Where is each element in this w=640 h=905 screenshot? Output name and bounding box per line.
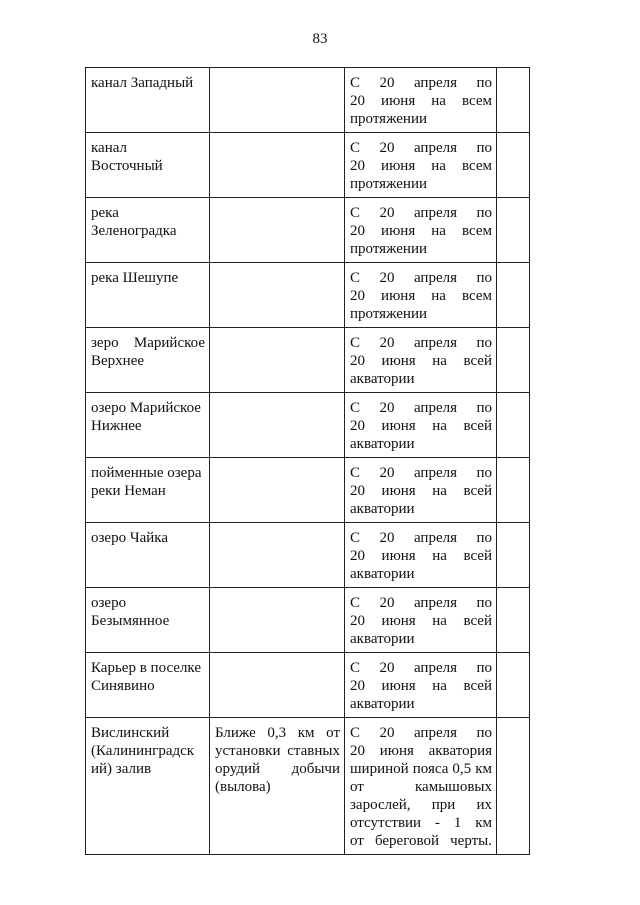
period-line: 20 июня на всей — [350, 678, 492, 694]
period-cell — [345, 198, 497, 263]
water-body-line: Карьер в поселке — [91, 660, 202, 676]
period-line: зарослей, при их — [350, 797, 492, 813]
period-line: С 20 апреля по — [350, 725, 492, 741]
restriction-cell — [210, 133, 345, 198]
table-row — [86, 718, 530, 855]
water-body-line: Зеленоградка — [91, 223, 177, 239]
water-body-line: Безымянное — [91, 613, 170, 629]
period-line: акватории — [350, 436, 415, 452]
period-line: С 20 апреля по — [350, 400, 492, 416]
notes-cell — [497, 653, 530, 718]
period-line: протяжении — [350, 241, 427, 257]
restriction-cell — [210, 458, 345, 523]
table-row — [86, 393, 530, 458]
period-line: С 20 апреля по — [350, 530, 492, 546]
period-line: 20 июня на всей — [350, 613, 492, 629]
table-row — [86, 523, 530, 588]
period-line: С 20 апреля по — [350, 140, 492, 156]
table-row — [86, 653, 530, 718]
period-line: С 20 апреля по — [350, 660, 492, 676]
period-line: от береговой черты. — [350, 833, 492, 849]
table-body — [86, 68, 530, 855]
table-row — [86, 133, 530, 198]
water-body-cell — [86, 718, 210, 855]
water-body-line: Верхнее — [91, 353, 145, 369]
water-body-cell — [86, 653, 210, 718]
period-cell — [345, 68, 497, 133]
period-line: С 20 апреля по — [350, 595, 492, 611]
restriction-line: Ближе 0,3 км от — [215, 725, 340, 741]
water-body-line: озеро — [91, 595, 127, 611]
period-cell — [345, 263, 497, 328]
notes-cell — [497, 523, 530, 588]
period-line: 20 июня на всей — [350, 353, 492, 369]
period-line: 20 июня на всей — [350, 418, 492, 434]
notes-cell — [497, 328, 530, 393]
water-body-line: озеро Марийское — [91, 400, 201, 416]
period-line: С 20 апреля по — [350, 335, 492, 351]
period-line: 20 июня на всей — [350, 483, 492, 499]
period-line: протяжении — [350, 111, 427, 127]
period-cell — [345, 653, 497, 718]
restriction-cell — [210, 198, 345, 263]
restriction-cell — [210, 718, 345, 855]
notes-cell — [497, 133, 530, 198]
water-body-cell — [86, 523, 210, 588]
restriction-cell — [210, 263, 345, 328]
notes-cell — [497, 718, 530, 855]
water-body-line: пойменные озера — [91, 465, 202, 481]
regulations-table — [85, 67, 530, 855]
water-body-line: ий) залив — [91, 761, 152, 777]
water-body-cell — [86, 263, 210, 328]
restriction-line: (вылова) — [215, 779, 271, 795]
period-cell — [345, 328, 497, 393]
period-cell — [345, 133, 497, 198]
restriction-line: установки ставных — [215, 743, 340, 759]
restriction-cell — [210, 393, 345, 458]
period-line: акватории — [350, 631, 415, 647]
period-line: С 20 апреля по — [350, 270, 492, 286]
restriction-cell — [210, 523, 345, 588]
restriction-cell — [210, 68, 345, 133]
notes-cell — [497, 393, 530, 458]
table-row — [86, 198, 530, 263]
water-body-line: Нижнее — [91, 418, 142, 434]
water-body-line: Синявино — [91, 678, 155, 694]
water-body-line: река — [91, 205, 119, 221]
page-number: 83 — [312, 31, 328, 47]
table-row — [86, 263, 530, 328]
water-body-line: (Калининградск — [91, 743, 195, 759]
water-body-line: Восточный — [91, 158, 163, 174]
water-body-cell — [86, 133, 210, 198]
restriction-line: орудий добычи — [215, 761, 340, 777]
period-cell — [345, 718, 497, 855]
restriction-cell — [210, 653, 345, 718]
period-line: шириной пояса 0,5 км — [350, 761, 492, 777]
notes-cell — [497, 458, 530, 523]
notes-cell — [497, 263, 530, 328]
period-line: 20 июня на всем — [350, 288, 492, 304]
period-line: 20 июня на всем — [350, 223, 492, 239]
water-body-cell — [86, 68, 210, 133]
restriction-cell — [210, 588, 345, 653]
water-body-line: река Шешупе — [91, 270, 179, 286]
notes-cell — [497, 588, 530, 653]
table-row — [86, 588, 530, 653]
water-body-cell — [86, 328, 210, 393]
water-body-cell — [86, 458, 210, 523]
period-line: С 20 апреля по — [350, 75, 492, 91]
period-line: протяжении — [350, 306, 427, 322]
period-line: акватории — [350, 696, 415, 712]
water-body-cell — [86, 588, 210, 653]
period-line: 20 июня на всем — [350, 93, 492, 109]
table-row — [86, 458, 530, 523]
period-cell — [345, 588, 497, 653]
table-row — [86, 68, 530, 133]
period-line: протяжении — [350, 176, 427, 192]
water-body-line: канал Западный — [91, 75, 194, 91]
period-line: акватории — [350, 566, 415, 582]
period-line: от камышовых — [350, 779, 492, 795]
period-line: С 20 апреля по — [350, 205, 492, 221]
period-line: 20 июня акватория — [350, 743, 492, 759]
notes-cell — [497, 198, 530, 263]
period-line: 20 июня на всем — [350, 158, 492, 174]
period-line: акватории — [350, 371, 415, 387]
period-cell — [345, 523, 497, 588]
restriction-cell — [210, 328, 345, 393]
period-cell — [345, 458, 497, 523]
water-body-line: озеро Чайка — [91, 530, 168, 546]
water-body-cell — [86, 198, 210, 263]
period-cell — [345, 393, 497, 458]
table-row — [86, 328, 530, 393]
period-line: отсутствии - 1 км — [350, 815, 492, 831]
water-body-cell — [86, 393, 210, 458]
notes-cell — [497, 68, 530, 133]
water-body-line: зеро Марийское — [91, 335, 205, 351]
period-line: 20 июня на всей — [350, 548, 492, 564]
period-line: акватории — [350, 501, 415, 517]
period-line: С 20 апреля по — [350, 465, 492, 481]
water-body-line: реки Неман — [91, 483, 166, 499]
water-body-line: Вислинский — [91, 725, 170, 741]
water-body-line: канал — [91, 140, 128, 156]
